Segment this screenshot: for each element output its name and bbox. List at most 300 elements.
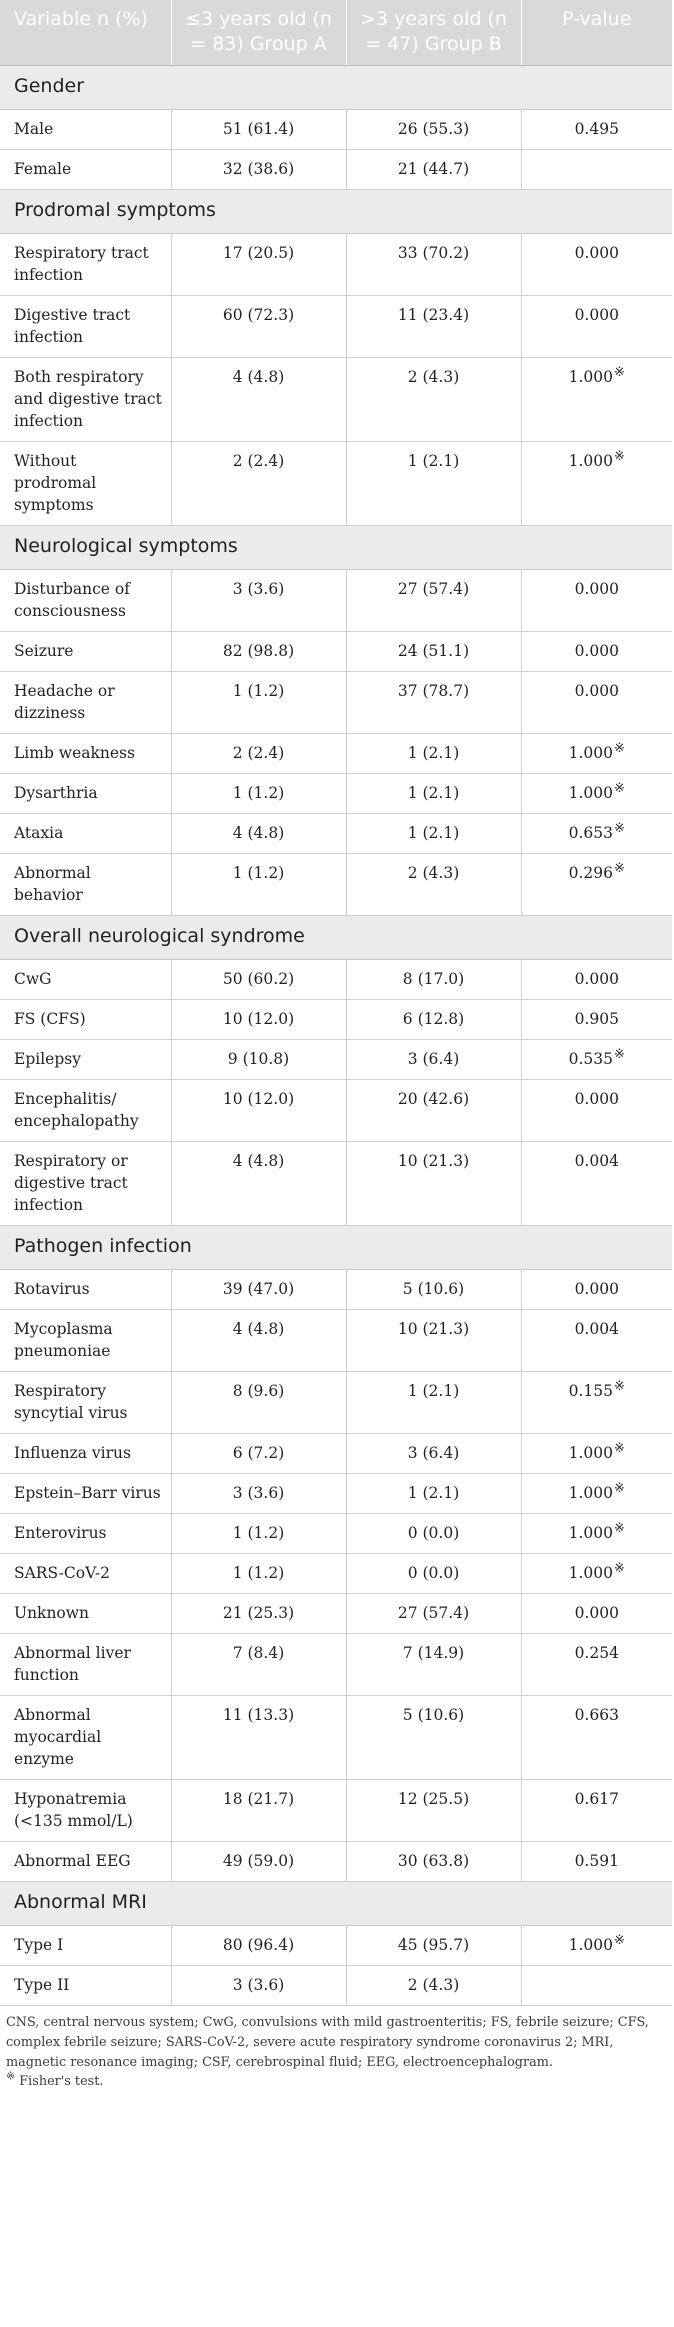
p-value bbox=[521, 1514, 672, 1554]
table-row bbox=[0, 1594, 672, 1634]
p-value bbox=[521, 1142, 672, 1226]
p-value-text: 1.000 bbox=[568, 1524, 613, 1542]
p-value bbox=[521, 814, 672, 854]
section-row bbox=[0, 66, 672, 110]
p-value-text: 1.000 bbox=[568, 1444, 613, 1462]
table-row bbox=[0, 442, 672, 526]
group-a-value bbox=[171, 1080, 346, 1142]
row-label bbox=[0, 442, 171, 526]
row-label bbox=[0, 1080, 171, 1142]
group-b-value-text: 1 (2.1) bbox=[407, 1484, 460, 1502]
row-label bbox=[0, 1474, 171, 1514]
table-row bbox=[0, 1270, 672, 1310]
group-a-value bbox=[171, 854, 346, 916]
table-row bbox=[0, 1780, 672, 1842]
row-label bbox=[0, 1142, 171, 1226]
group-a-value-text: 82 (98.8) bbox=[222, 642, 295, 661]
group-b-value-text: 20 (42.6) bbox=[397, 1090, 470, 1109]
group-b-value-text: 45 (95.7) bbox=[397, 1935, 470, 1954]
fisher-test-marker: ※ bbox=[613, 1480, 625, 1496]
group-b-value bbox=[346, 1040, 521, 1080]
p-value bbox=[521, 1696, 672, 1780]
p-value bbox=[521, 570, 672, 632]
group-b-value bbox=[346, 1965, 521, 2005]
table-row bbox=[0, 1474, 672, 1514]
p-value bbox=[521, 774, 672, 814]
row-label-text: Ataxia bbox=[14, 824, 64, 843]
table-row bbox=[0, 1842, 672, 1882]
row-label-text: Epstein–Barr virus bbox=[14, 1484, 161, 1502]
group-b-value-text: 2 (4.3) bbox=[407, 368, 460, 387]
group-b-value bbox=[346, 358, 521, 442]
group-b-value-text: 26 (55.3) bbox=[397, 120, 470, 139]
row-label bbox=[0, 1000, 171, 1040]
row-label-text: Limb weakness bbox=[14, 744, 135, 763]
group-b-value-text: 0 (0.0) bbox=[407, 1564, 460, 1582]
group-b-value-text: 12 (25.5) bbox=[397, 1790, 470, 1808]
group-a-value bbox=[171, 1696, 346, 1780]
group-a-value-text: 10 (12.0) bbox=[222, 1090, 295, 1109]
group-a-value-text: 39 (47.0) bbox=[222, 1280, 295, 1298]
row-label-text: SARS-CoV-2 bbox=[14, 1564, 110, 1582]
group-b-value-text: 3 (6.4) bbox=[407, 1050, 460, 1069]
row-label bbox=[0, 1372, 171, 1434]
table-row bbox=[0, 1925, 672, 1965]
group-b-value bbox=[346, 672, 521, 734]
group-b-value-text: 27 (57.4) bbox=[397, 1604, 470, 1622]
group-b-value-text: 1 (2.1) bbox=[407, 784, 460, 803]
p-value-text: 1.000 bbox=[568, 1564, 613, 1582]
group-b-value bbox=[346, 1000, 521, 1040]
group-b-value-text: 0 (0.0) bbox=[407, 1524, 460, 1542]
group-a-value bbox=[171, 1514, 346, 1554]
p-value bbox=[521, 1925, 672, 1965]
group-b-value-text: 8 (17.0) bbox=[402, 970, 465, 989]
fisher-test-marker: ※ bbox=[613, 860, 625, 876]
group-b-value bbox=[346, 1925, 521, 1965]
p-value bbox=[521, 1310, 672, 1372]
row-label bbox=[0, 1514, 171, 1554]
row-label bbox=[0, 1696, 171, 1780]
p-value bbox=[521, 672, 672, 734]
group-a-value bbox=[171, 734, 346, 774]
group-a-value-text: 32 (38.6) bbox=[222, 160, 295, 179]
fisher-test-marker: ※ bbox=[613, 448, 625, 464]
p-value-text: 0.004 bbox=[574, 1152, 619, 1171]
group-a-value bbox=[171, 1040, 346, 1080]
group-b-value-text: 30 (63.8) bbox=[397, 1852, 470, 1870]
table-header bbox=[0, 0, 672, 66]
row-label-text: Respiratory syncytial virus bbox=[14, 1382, 128, 1422]
p-value-text: 0.296 bbox=[568, 864, 613, 883]
table-row bbox=[0, 1142, 672, 1226]
row-label-text: Without prodromal symptoms bbox=[14, 452, 97, 515]
section-title: Neurological symptoms bbox=[0, 526, 672, 570]
table-row bbox=[0, 1434, 672, 1474]
p-value-text: 0.000 bbox=[574, 1604, 619, 1622]
row-label bbox=[0, 632, 171, 672]
group-a-value-text: 80 (96.4) bbox=[222, 1935, 295, 1954]
section-title: Prodromal symptoms bbox=[0, 190, 672, 234]
row-label-text: Unknown bbox=[14, 1604, 90, 1622]
row-label-text: Dysarthria bbox=[14, 784, 98, 803]
group-b-value-text: 21 (44.7) bbox=[397, 160, 470, 179]
row-label bbox=[0, 1270, 171, 1310]
group-a-value-text: 1 (1.2) bbox=[232, 864, 285, 883]
fisher-test-marker: ※ bbox=[613, 1046, 625, 1062]
table-row bbox=[0, 150, 672, 190]
fisher-test-marker: ※ bbox=[613, 1378, 625, 1394]
p-value bbox=[521, 110, 672, 150]
row-label bbox=[0, 1310, 171, 1372]
group-b-value-text: 24 (51.1) bbox=[397, 642, 470, 661]
group-a-value-text: 50 (60.2) bbox=[222, 970, 295, 989]
group-b-value-text: 3 (6.4) bbox=[407, 1444, 460, 1462]
group-a-value-text: 4 (4.8) bbox=[232, 1152, 285, 1171]
row-label-text: Respiratory tract infection bbox=[14, 244, 149, 285]
group-a-value bbox=[171, 1554, 346, 1594]
table-row bbox=[0, 854, 672, 916]
group-b-value bbox=[346, 734, 521, 774]
p-value bbox=[521, 1270, 672, 1310]
row-label-text: CwG bbox=[14, 970, 52, 989]
p-value bbox=[521, 960, 672, 1000]
group-b-value-text: 37 (78.7) bbox=[397, 682, 470, 701]
table-row bbox=[0, 570, 672, 632]
row-label bbox=[0, 1434, 171, 1474]
p-value-text: 0.004 bbox=[574, 1320, 619, 1338]
p-value bbox=[521, 1372, 672, 1434]
table-row bbox=[0, 774, 672, 814]
section-row bbox=[0, 190, 672, 234]
group-b-value bbox=[346, 1696, 521, 1780]
group-a-value bbox=[171, 358, 346, 442]
header-group-b: >3 years old (n = 47) Group B bbox=[346, 0, 521, 66]
group-b-value bbox=[346, 1142, 521, 1226]
fisher-test-marker: ※ bbox=[613, 740, 625, 756]
p-value bbox=[521, 1634, 672, 1696]
group-b-value-text: 6 (12.8) bbox=[402, 1010, 465, 1029]
footnote-fisher-text: Fisher's test. bbox=[19, 2074, 104, 2090]
p-value-text: 0.000 bbox=[574, 1090, 619, 1109]
p-value-text: 1.000 bbox=[568, 368, 613, 387]
group-b-value-text: 10 (21.3) bbox=[397, 1152, 470, 1171]
group-a-value-text: 17 (20.5) bbox=[222, 244, 295, 263]
p-value-text: 0.617 bbox=[574, 1790, 619, 1808]
group-b-value bbox=[346, 1842, 521, 1882]
group-a-value-text: 1 (1.2) bbox=[232, 682, 285, 701]
p-value-text: 1.000 bbox=[568, 1484, 613, 1502]
row-label bbox=[0, 358, 171, 442]
table-row bbox=[0, 1310, 672, 1372]
table-row bbox=[0, 734, 672, 774]
group-b-value-text: 5 (10.6) bbox=[402, 1280, 465, 1298]
p-value bbox=[521, 150, 672, 190]
row-label bbox=[0, 570, 171, 632]
fisher-test-marker: ※ bbox=[613, 1520, 625, 1536]
section-title: Overall neurological syndrome bbox=[0, 916, 672, 960]
row-label-text: Abnormal behavior bbox=[14, 864, 91, 905]
group-a-value bbox=[171, 1965, 346, 2005]
p-value-text: 0.000 bbox=[574, 244, 619, 263]
section-title: Gender bbox=[0, 66, 672, 110]
row-label bbox=[0, 1965, 171, 2005]
group-b-value bbox=[346, 1554, 521, 1594]
group-b-value bbox=[346, 1434, 521, 1474]
group-a-value-text: 11 (13.3) bbox=[222, 1706, 295, 1724]
fisher-test-marker: ※ bbox=[613, 1932, 625, 1948]
group-a-value bbox=[171, 570, 346, 632]
row-label-text: Epilepsy bbox=[14, 1050, 81, 1069]
p-value-text: 0.000 bbox=[574, 306, 619, 325]
p-value bbox=[521, 632, 672, 672]
row-label-text: Male bbox=[14, 120, 54, 139]
group-b-value bbox=[346, 854, 521, 916]
row-label bbox=[0, 960, 171, 1000]
table-row bbox=[0, 814, 672, 854]
group-b-value bbox=[346, 1594, 521, 1634]
group-a-value-text: 2 (2.4) bbox=[232, 452, 285, 471]
group-b-value-text: 1 (2.1) bbox=[407, 744, 460, 763]
group-b-value bbox=[346, 1514, 521, 1554]
header-variable: Variable n (%) bbox=[0, 0, 171, 66]
group-a-value-text: 49 (59.0) bbox=[222, 1852, 295, 1870]
group-b-value bbox=[346, 960, 521, 1000]
table-row bbox=[0, 1080, 672, 1142]
group-a-value bbox=[171, 110, 346, 150]
p-value-text: 0.535 bbox=[568, 1050, 613, 1069]
row-label-text: Type I bbox=[14, 1935, 64, 1954]
group-a-value bbox=[171, 1270, 346, 1310]
group-b-value bbox=[346, 1270, 521, 1310]
group-a-value bbox=[171, 632, 346, 672]
row-label-text: Encephalitis/ encephalopathy bbox=[14, 1090, 139, 1131]
row-label bbox=[0, 234, 171, 296]
group-a-value-text: 8 (9.6) bbox=[232, 1382, 285, 1400]
group-b-value bbox=[346, 150, 521, 190]
footnote-fisher bbox=[6, 2072, 666, 2092]
table-row bbox=[0, 1372, 672, 1434]
table-row bbox=[0, 358, 672, 442]
group-b-value bbox=[346, 814, 521, 854]
table-row bbox=[0, 672, 672, 734]
row-label-text: Abnormal EEG bbox=[14, 1852, 131, 1870]
row-label-text: Respiratory or digestive tract infection bbox=[14, 1152, 128, 1215]
group-b-value bbox=[346, 1634, 521, 1696]
section-row bbox=[0, 916, 672, 960]
p-value bbox=[521, 1474, 672, 1514]
group-a-value bbox=[171, 1310, 346, 1372]
p-value-text: 0.663 bbox=[574, 1706, 619, 1724]
table-row bbox=[0, 1634, 672, 1696]
row-label-text: Headache or dizziness bbox=[14, 682, 115, 723]
group-b-value bbox=[346, 1474, 521, 1514]
table-footnote bbox=[0, 2006, 672, 2092]
group-a-value-text: 4 (4.8) bbox=[232, 824, 285, 843]
group-b-value-text: 1 (2.1) bbox=[407, 452, 460, 471]
row-label bbox=[0, 774, 171, 814]
p-value-text: 0.000 bbox=[574, 580, 619, 599]
fisher-test-marker: ※ bbox=[613, 1560, 625, 1576]
group-a-value-text: 1 (1.2) bbox=[232, 1564, 285, 1582]
p-value-text: 1.000 bbox=[568, 1935, 613, 1954]
table-body bbox=[0, 66, 672, 2006]
row-label bbox=[0, 1634, 171, 1696]
group-a-value bbox=[171, 234, 346, 296]
group-a-value-text: 51 (61.4) bbox=[222, 120, 295, 139]
p-value bbox=[521, 734, 672, 774]
row-label-text: Influenza virus bbox=[14, 1444, 131, 1462]
p-value-text: 0.495 bbox=[574, 120, 619, 139]
p-value-text: 0.653 bbox=[568, 824, 613, 843]
p-value-text: 1.000 bbox=[568, 452, 613, 471]
group-a-value bbox=[171, 1594, 346, 1634]
row-label-text: Disturbance of consciousness bbox=[14, 580, 130, 621]
section-row bbox=[0, 526, 672, 570]
group-a-value bbox=[171, 1634, 346, 1696]
group-b-value-text: 10 (21.3) bbox=[397, 1320, 470, 1338]
header-p-value: P-value bbox=[521, 0, 672, 66]
group-a-value bbox=[171, 960, 346, 1000]
header-row bbox=[0, 0, 672, 66]
group-b-value bbox=[346, 570, 521, 632]
row-label-text: Enterovirus bbox=[14, 1524, 107, 1542]
group-b-value bbox=[346, 1372, 521, 1434]
group-a-value bbox=[171, 1000, 346, 1040]
group-a-value bbox=[171, 442, 346, 526]
group-a-value bbox=[171, 1842, 346, 1882]
group-a-value bbox=[171, 1434, 346, 1474]
p-value bbox=[521, 1842, 672, 1882]
table-row bbox=[0, 1000, 672, 1040]
row-label bbox=[0, 1594, 171, 1634]
row-label-text: Abnormal liver function bbox=[14, 1644, 131, 1684]
row-label-text: Rotavirus bbox=[14, 1280, 90, 1298]
p-value bbox=[521, 296, 672, 358]
p-value bbox=[521, 1780, 672, 1842]
p-value-text: 0.000 bbox=[574, 642, 619, 661]
group-b-value-text: 5 (10.6) bbox=[402, 1706, 465, 1724]
row-label bbox=[0, 110, 171, 150]
row-label-text: Seizure bbox=[14, 642, 74, 661]
section-title: Pathogen infection bbox=[0, 1226, 672, 1270]
group-a-value-text: 6 (7.2) bbox=[232, 1444, 285, 1462]
fisher-test-marker: ※ bbox=[613, 364, 625, 380]
table-row bbox=[0, 296, 672, 358]
group-a-value-text: 60 (72.3) bbox=[222, 306, 295, 325]
row-label-text: Mycoplasma pneumoniae bbox=[14, 1320, 113, 1360]
p-value bbox=[521, 358, 672, 442]
fisher-test-marker: ※ bbox=[613, 780, 625, 796]
p-value bbox=[521, 1000, 672, 1040]
group-a-value-text: 7 (8.4) bbox=[232, 1644, 285, 1662]
fisher-marker: ※ bbox=[6, 2070, 16, 2084]
group-a-value-text: 4 (4.8) bbox=[232, 368, 285, 387]
p-value-text: 0.254 bbox=[574, 1644, 619, 1662]
group-a-value-text: 3 (3.6) bbox=[232, 580, 285, 599]
footnote-abbreviations: CNS, central nervous system; CwG, convulsions with mild gastroenteritis; FS, febrile seizure; CFS, complex febrile seizure; SARS-CoV-2, severe acute respiratory syndrome coronavirus 2; MRI, magnetic resonance imaging; CSF, cerebrospinal fluid; EEG, electroencephalogram. bbox=[6, 2014, 649, 2070]
group-b-value-text: 1 (2.1) bbox=[407, 1382, 460, 1400]
table-row bbox=[0, 1040, 672, 1080]
group-a-value-text: 21 (25.3) bbox=[222, 1604, 295, 1622]
group-b-value bbox=[346, 632, 521, 672]
row-label bbox=[0, 1554, 171, 1594]
p-value-text: 0.000 bbox=[574, 1280, 619, 1298]
group-a-value bbox=[171, 774, 346, 814]
group-a-value-text: 9 (10.8) bbox=[227, 1050, 290, 1069]
row-label bbox=[0, 734, 171, 774]
table-row bbox=[0, 234, 672, 296]
table-row bbox=[0, 1696, 672, 1780]
group-a-value bbox=[171, 1925, 346, 1965]
row-label-text: Digestive tract infection bbox=[14, 306, 131, 347]
p-value-text: 1.000 bbox=[568, 744, 613, 763]
fisher-test-marker: ※ bbox=[613, 820, 625, 836]
group-a-value-text: 2 (2.4) bbox=[232, 744, 285, 763]
p-value bbox=[521, 1080, 672, 1142]
group-b-value bbox=[346, 774, 521, 814]
header-group-a: ≤3 years old (n = 83) Group A bbox=[171, 0, 346, 66]
group-a-value-text: 3 (3.6) bbox=[232, 1975, 285, 1994]
group-a-value bbox=[171, 1780, 346, 1842]
section-title: Abnormal MRI bbox=[0, 1882, 672, 1926]
table-row bbox=[0, 1965, 672, 2005]
p-value-text: 0.000 bbox=[574, 970, 619, 989]
row-label-text: Both respiratory and digestive tract infection bbox=[14, 368, 162, 431]
table-row bbox=[0, 110, 672, 150]
group-a-value bbox=[171, 814, 346, 854]
row-label bbox=[0, 1780, 171, 1842]
group-b-value-text: 2 (4.3) bbox=[407, 864, 460, 883]
group-b-value-text: 2 (4.3) bbox=[407, 1975, 460, 1994]
group-b-value-text: 7 (14.9) bbox=[402, 1644, 465, 1662]
group-a-value bbox=[171, 1372, 346, 1434]
group-a-value-text: 1 (1.2) bbox=[232, 784, 285, 803]
group-b-value bbox=[346, 1780, 521, 1842]
table-row bbox=[0, 1514, 672, 1554]
group-b-value bbox=[346, 234, 521, 296]
p-value-text: 0.155 bbox=[568, 1382, 613, 1400]
table-row bbox=[0, 632, 672, 672]
group-a-value bbox=[171, 150, 346, 190]
p-value bbox=[521, 1965, 672, 2005]
group-b-value bbox=[346, 1080, 521, 1142]
group-a-value bbox=[171, 296, 346, 358]
group-b-value-text: 11 (23.4) bbox=[397, 306, 470, 325]
p-value bbox=[521, 1040, 672, 1080]
p-value-text: 0.905 bbox=[574, 1010, 619, 1029]
group-a-value-text: 18 (21.7) bbox=[222, 1790, 295, 1808]
row-label bbox=[0, 150, 171, 190]
row-label-text: Abnormal myocardial enzyme bbox=[14, 1706, 102, 1768]
row-label-text: FS (CFS) bbox=[14, 1010, 86, 1029]
row-label bbox=[0, 1040, 171, 1080]
p-value-text: 0.591 bbox=[574, 1852, 619, 1870]
row-label-text: Type II bbox=[14, 1975, 70, 1994]
row-label-text: Hyponatremia (<135 mmol/L) bbox=[14, 1790, 133, 1830]
group-b-value bbox=[346, 110, 521, 150]
group-a-value bbox=[171, 1474, 346, 1514]
p-value bbox=[521, 442, 672, 526]
group-b-value bbox=[346, 442, 521, 526]
group-b-value-text: 27 (57.4) bbox=[397, 580, 470, 599]
row-label-text: Female bbox=[14, 160, 72, 179]
p-value-text: 1.000 bbox=[568, 784, 613, 803]
row-label bbox=[0, 672, 171, 734]
table-row bbox=[0, 1554, 672, 1594]
p-value bbox=[521, 1554, 672, 1594]
p-value bbox=[521, 1434, 672, 1474]
